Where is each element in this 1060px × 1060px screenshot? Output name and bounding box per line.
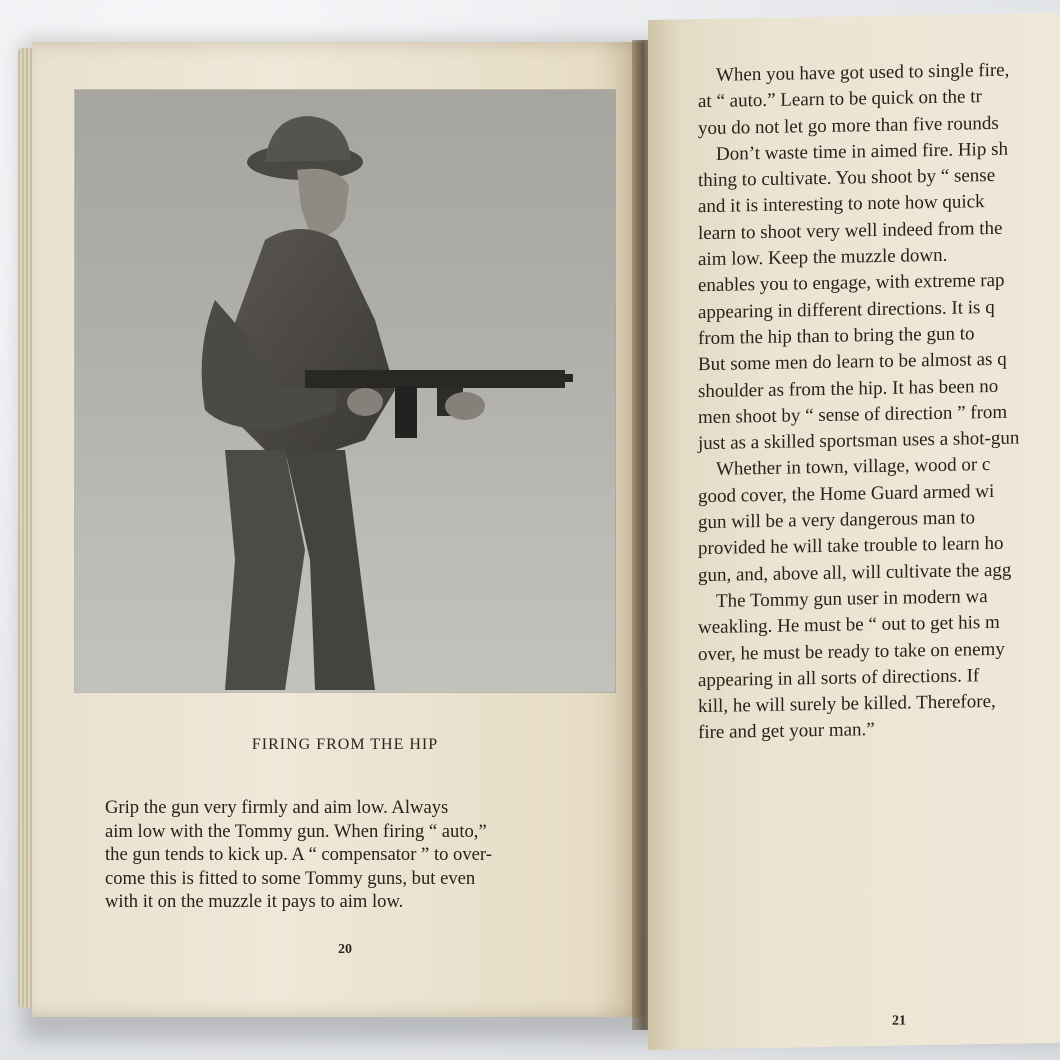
text-line: weakling. He must be “ out to get his m [698,612,1000,639]
text-line: enables you to engage, with extreme rap [698,270,1005,297]
text-line: aim low with the Tommy gun. When firing “ auto,” [105,820,487,842]
text-line: from the hip than to bring the gun to [698,323,975,350]
page-number-left: 20 [338,942,352,957]
text-line: appearing in different directions. It is q [698,296,995,323]
text-line: kill, he will surely be killed. Therefore, [698,691,996,718]
text-line: provided he will take trouble to learn ho [698,533,1004,560]
soldier-photo [75,90,615,692]
text-line: men shoot by “ sense of direction ” from [698,401,1008,428]
left-body-text [105,796,595,914]
text-line: over, he must be ready to take on enemy [698,638,1005,665]
text-line: gun, and, above all, will cultivate the agg [698,559,1012,586]
text-line: come this is fitted to some Tommy guns, but even [105,867,476,889]
text-line: Whether in town, village, wood or c [716,454,991,481]
text-line: shoulder as from the hip. It has been no [698,375,999,402]
photo-caption: FIRING FROM THE HIP [251,736,439,753]
text-line: aim low. Keep the muzzle down. [698,244,948,271]
right-body-text [698,56,1060,747]
text-line: The Tommy gun user in modern wa [716,586,988,612]
page-number-right: 21 [892,1013,906,1029]
text-line: just as a skilled sportsman uses a shot-gun [698,427,1020,455]
text-line: fire and get your man.” [698,719,875,744]
text-line: with it on the muzzle it pays to aim low. [105,891,404,912]
text-line: When you have got used to single fire, [716,59,1010,86]
text-line: the gun tends to kick up. A “ compensator ” to over- [105,844,492,865]
text-line: good cover, the Home Guard armed wi [698,480,995,507]
right-page [648,13,1060,1050]
text-line: at “ auto.” Learn to be quick on the tr [698,86,982,113]
text-line: gun will be a very dangerous man to [698,507,976,534]
text-line: Don’t waste time in aimed fire. Hip sh [716,138,1008,165]
text-line: Grip the gun very firmly and aim low. Always [105,797,449,818]
text-line: thing to cultivate. You shoot by “ sense [698,165,996,192]
text-line: learn to shoot very well indeed from the [698,217,1003,244]
text-line: But some men do learn to be almost as q [698,349,1007,376]
text-line: appearing in all sorts of directions. If [698,665,980,691]
text-line: and it is interesting to note how quick [698,191,985,218]
text-line: you do not let go more than five rounds [698,112,999,139]
